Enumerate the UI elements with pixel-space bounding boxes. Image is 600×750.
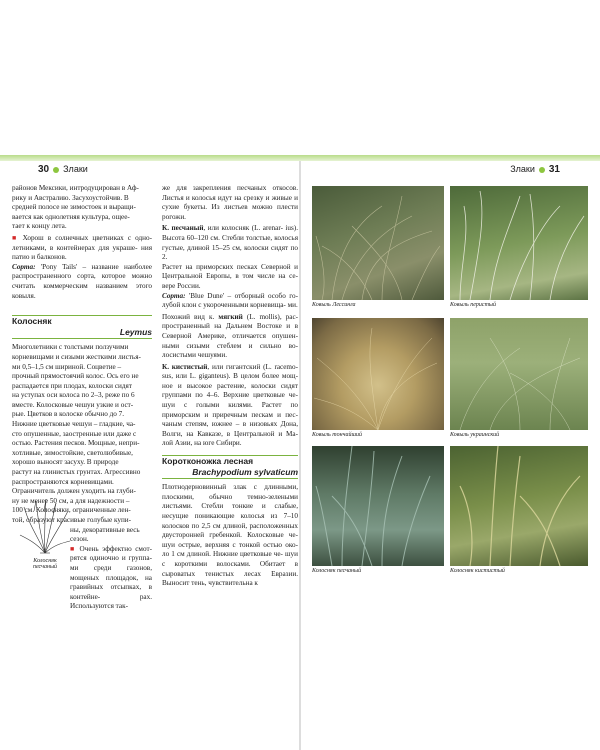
species-text: (L. mollis), рас- пространенный на Дальнем Востоке и в Северной Америке, отличается опушен- ными сизыми стеблем и сильно во- лосистыми чешуями.	[162, 312, 299, 360]
text-line: остью. Растения песков. Мощные, непри-	[12, 439, 140, 448]
variety-paragraph	[12, 263, 152, 301]
text-line: корневищами и сизыми жесткими листья-	[12, 352, 141, 361]
text-line: Нижние цветковые чешуи – гладкие, ча-	[12, 420, 136, 429]
photo-leymus-arenarius	[312, 446, 444, 566]
tip-text: Хорош в солнечных цветниках с одно- летниками, в контейнерах для украше- ния патио и балконов.	[12, 233, 153, 262]
variety-paragraph	[162, 292, 298, 311]
intro-line: вается как однолетняя культура, ощее-	[12, 212, 130, 221]
left-page-number: 30	[38, 164, 50, 175]
variety-label: Сорта:	[162, 291, 186, 300]
green-dot-icon	[53, 167, 59, 173]
intro-line: районов Мексики, интродуцирован в Аф-	[12, 184, 139, 192]
grass-sketch-illustration	[18, 497, 72, 555]
heading-ru: Коротконожка лесная	[162, 456, 254, 467]
photo-caption: Ковыль тончайший	[312, 432, 362, 438]
text-line: ны, декоративные весь	[70, 525, 140, 534]
text-paragraph: Плотнодерновинный злак с длинными, плоскими, обычно темно-зелеными листьями. Стебли тонкие и слабые, несущие поникающие колосья из 7–10 колосков по 2,5 см длиной, расположенных двусторонней гребенкой. Колосковые че- шуи острые, верхняя с тонкой остью око- ло 1 см длиной. Нижние цветковые че- шуи с короткими волосками. Обитает в сыроватых тенистых лесах Евразии. Выносит тень, чувствительна к	[162, 483, 298, 588]
photo-caption: Ковыль Лессинга	[312, 302, 356, 308]
text-line: ну не менее 50 см, а для надежности –	[12, 496, 130, 505]
right-page-header	[510, 164, 560, 175]
text-paragraph: же для закрепления песчаных откосов. Листья и колосья идут на срезку и живые и сухие букеты. Из листьев можно плести рогожи.	[162, 184, 298, 221]
text-line: сто опушенные, заостренные или даже с	[12, 429, 137, 438]
text-line: рые. Цветков в колоске обычно до 7.	[12, 410, 125, 419]
text-line: хорошо выносят засуху. В природе	[12, 458, 119, 467]
square-bullet-icon: ■	[12, 233, 19, 242]
text-line: распадается при плодах, колоски сидят	[12, 381, 132, 390]
tip-text: Очень эффектно смот- рятся одиночно и группа- ми среди газонов, мощеных площадок, на гравийных отсыпках, в контейне- рах. Используются так-	[70, 544, 152, 611]
species-name: К. кистистый	[162, 362, 208, 371]
photo-stipa-ucrainica	[450, 318, 588, 430]
brachypodium-heading	[162, 455, 298, 479]
species-synonym: , или гигантский (L. racemo- sus, или L. giganteus).	[162, 362, 298, 381]
species-text: Похожий вид к.	[162, 312, 215, 321]
text-line: сезон.	[70, 535, 89, 544]
photo-caption: Ковыль украинский	[450, 432, 500, 438]
intro-line: рику и Австралию. Засухоустойчив. В	[12, 193, 129, 202]
text-line: прочный прямостоячий колос. Ось его не	[12, 372, 139, 381]
tip-paragraph	[12, 234, 152, 263]
text-line: той, образуют красивые голубые купи-	[12, 516, 132, 524]
photo-leymus-racemosus	[450, 446, 588, 566]
heading-lat: Leymus	[119, 326, 152, 337]
green-dot-icon	[539, 167, 545, 173]
photo-caption: Колосняк кистистый	[450, 568, 505, 574]
photo-caption: Ковыль перистый	[450, 302, 496, 308]
text-line: Ограничитель должен уходить на глуби-	[12, 487, 136, 496]
leymus-heading	[12, 315, 152, 339]
species-text: В целом более мощ- ное и высокое растение, колоски сидят группами по 4–6. Верхние цветковые че- шуи с голыми килями. Растет по приморским и приречным пескам и пес- чаным степям, южнее – в низовьях Дона, Волги, на Кавказе, в Центральной и Ма- лой Азии, на юге Сибири.	[162, 372, 298, 448]
species-paragraph	[162, 313, 298, 361]
variety-text: 'Blue Dune' – отборный особо го- лубой клон с укороченными корневища- ми.	[162, 291, 298, 310]
sketch-caption-line: песчаный	[32, 564, 58, 570]
photo-stipa-pennata	[450, 186, 588, 300]
left-page-header	[38, 164, 88, 175]
sketch-caption-line: Колосняк	[33, 558, 57, 564]
photo-stipa-tenuissima	[312, 318, 444, 430]
species-synonym: , или колосняк (L. arenar- ius).	[203, 224, 298, 233]
text-line: Многолетники с толстыми ползучими	[12, 343, 129, 352]
intro-line: тает к концу лета.	[12, 222, 67, 231]
text-line: вместе. Колосковые чешуи узкие и ост-	[12, 400, 134, 409]
species-paragraph	[162, 363, 298, 449]
text-line: распространяются корневищами.	[12, 477, 114, 486]
heading-lat: Brachypodium sylvaticum	[192, 466, 298, 477]
page-gutter	[299, 161, 301, 750]
intro-line: средней полосе не зимостоек и выращи-	[12, 203, 136, 212]
left-section-title: Злаки	[63, 164, 88, 174]
text-line: растут на глинистых грунтах. Агрессивно	[12, 468, 141, 477]
left-column-2	[162, 184, 298, 589]
species-range: Растет на приморских песках Северной и Центральной Европы, в том числе на се- вере России.	[162, 262, 298, 290]
heading-ru: Колосняк	[12, 316, 52, 327]
text-line: 100 см. Колосняки, ограниченные лен-	[12, 506, 131, 515]
variety-label: Сорта:	[12, 262, 36, 271]
species-text: Высота 60–120 см. Стебли толстые, колосья густые, длиной 15–25 см, колоски сидят по 2.	[162, 233, 298, 262]
species-name: мягкий	[218, 312, 243, 321]
text-line: на уступах оси колоса по 2–3, реже по 6	[12, 391, 135, 400]
text-line: ми 0,5–1,5 см шириной. Соцветие –	[12, 362, 122, 371]
photo-caption: Колосняк песчаный	[312, 568, 362, 574]
right-page-number: 31	[548, 164, 560, 175]
species-paragraph	[162, 224, 298, 262]
photo-stipa-lessingiana	[312, 186, 444, 300]
species-name: К. песчаный	[162, 224, 204, 233]
sketch-caption	[14, 558, 76, 570]
variety-text: 'Pony Tails' – название наиболее распространенного сорта, которое можно считать коммерческим названием этого ковыля.	[12, 262, 152, 300]
square-bullet-icon: ■	[70, 544, 76, 553]
text-line: хотливые, зимостойкие, светолюбивые,	[12, 448, 133, 457]
right-section-title: Злаки	[510, 164, 535, 174]
